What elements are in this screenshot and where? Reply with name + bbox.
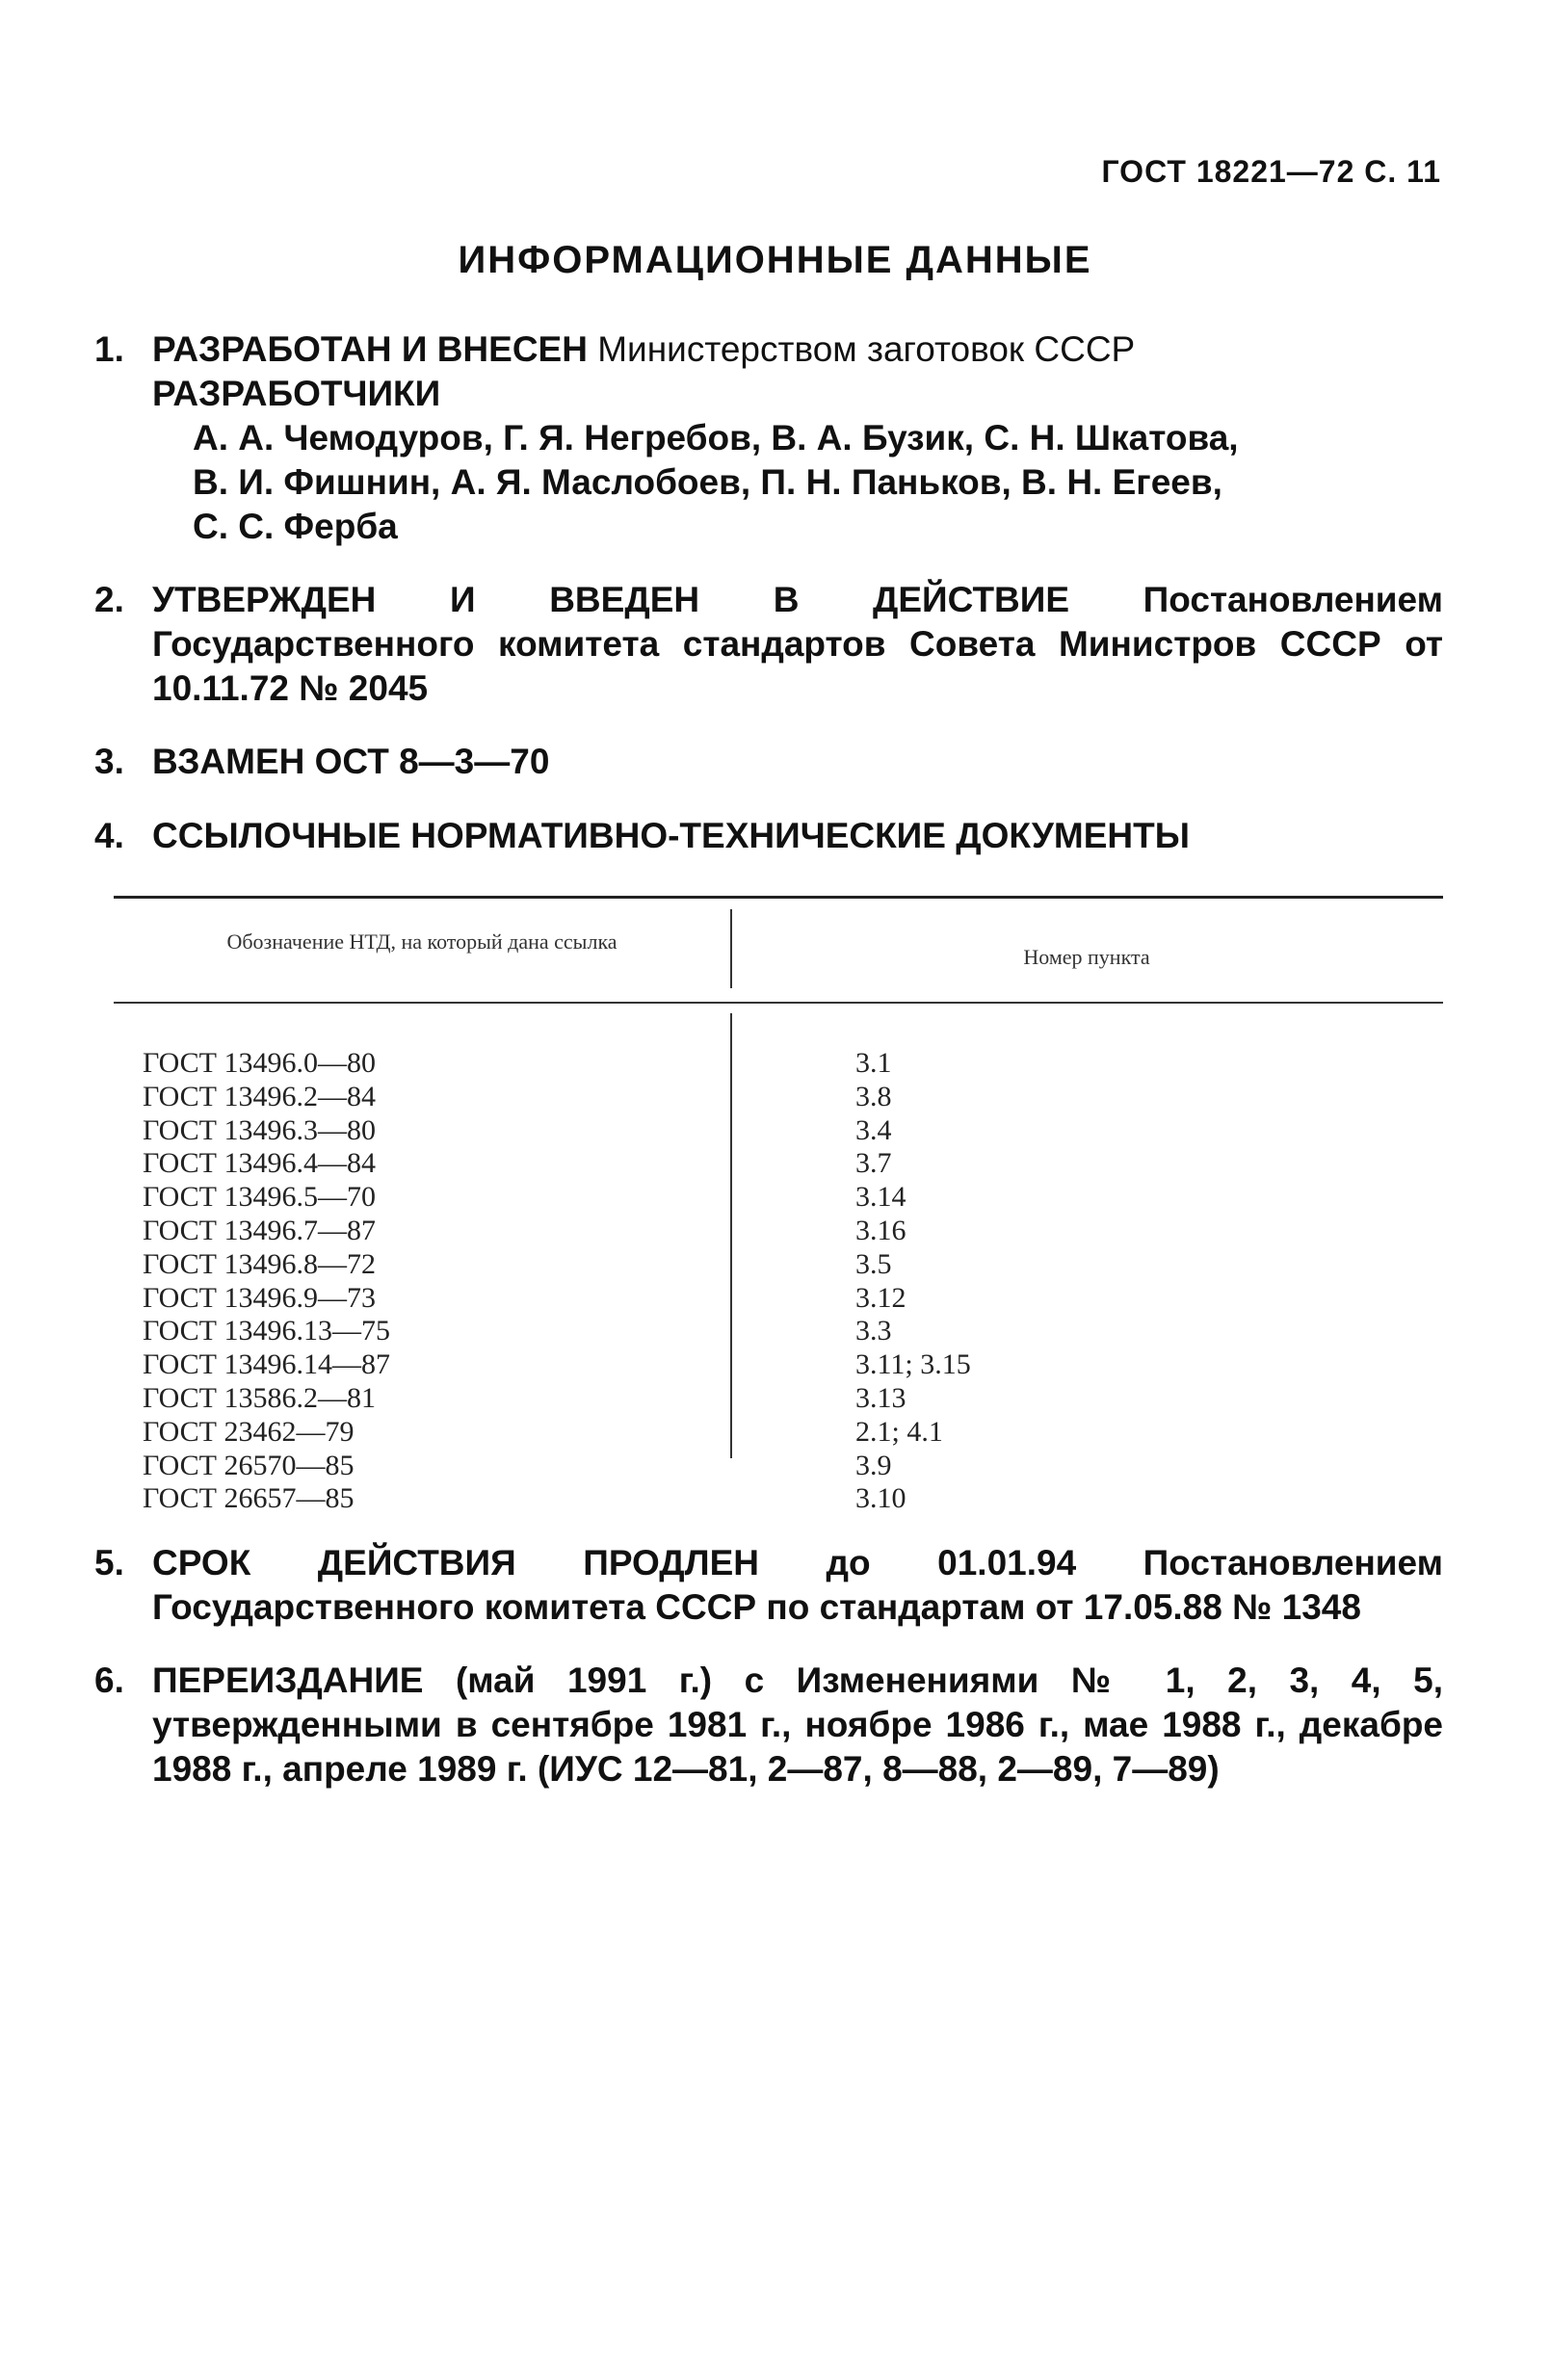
document-column (143, 1047, 644, 1516)
column-divider (730, 1013, 732, 1458)
item-number: 1. (94, 329, 124, 369)
table-cell-point: 3.5 (855, 1247, 892, 1280)
table-header-rule (114, 1002, 1443, 1004)
table-cell-document: ГОСТ 13496.4—84 (143, 1147, 376, 1180)
table-cell-point: 3.12 (855, 1281, 906, 1314)
page-header: ГОСТ 18221—72 С. 11 (1101, 154, 1441, 189)
table-cell-point: 3.8 (855, 1080, 892, 1112)
table-cell-document: ГОСТ 26657—85 (143, 1482, 355, 1515)
table-cell-document: ГОСТ 13496.2—84 (143, 1080, 376, 1112)
table-cell-document: ГОСТ 13496.8—72 (143, 1247, 376, 1280)
point-column (855, 1047, 1337, 1516)
table-cell-point: 3.13 (855, 1381, 906, 1414)
item-text: Министерством заготовок СССР (597, 329, 1136, 369)
item-heading: УТВЕРЖДЕН И ВВЕДЕН В ДЕЙСТВИЕ (152, 580, 1070, 619)
table-cell-point: 3.3 (855, 1315, 892, 1347)
document-title: ИНФОРМАЦИОННЫЕ ДАННЫЕ (458, 239, 1092, 281)
table-cell-point: 2.1; 4.1 (855, 1415, 943, 1448)
developers-line: В. И. Фишнин, А. Я. Маслобоев, П. Н. Паньков, В. Н. Егеев, (193, 462, 1222, 502)
item-text: Постановлением Государственного комитета стандартов Совета Министров СССР от 10.11.72 № 2045 (152, 580, 1443, 708)
item-text: (май 1991 г.) с Изменениями № 1, 2, 3, 4, 5, утвержденными в сентябре 1981 г., ноябре 1986 г., мае 1988 г., декабре 1988 г., апреле 1989 г. (ИУС 12—81, 2—87, 8—88, 2—89, 7—89) (152, 1661, 1443, 1789)
item-number: 6. (94, 1661, 124, 1700)
table-cell-document: ГОСТ 13496.5—70 (143, 1181, 376, 1214)
column-header-document: Обозначение НТД, на который дана ссылка (226, 929, 617, 954)
table-cell-document: ГОСТ 13586.2—81 (143, 1381, 376, 1414)
column-header-point: Номер пункта (1023, 945, 1150, 969)
item-replaces (94, 740, 1443, 784)
table-cell-document: ГОСТ 13496.9—73 (143, 1281, 376, 1314)
item-heading: СРОК ДЕЙСТВИЯ ПРОДЛЕН (152, 1543, 760, 1582)
table-cell-point: 3.10 (855, 1482, 906, 1515)
item-heading: ВЗАМЕН ОСТ 8—3—70 (152, 742, 550, 781)
table-cell-point: 3.1 (855, 1047, 892, 1079)
developers-line: А. А. Чемодуров, Г. Я. Негребов, В. А. Бузик, С. Н. Шкатова, (193, 418, 1239, 458)
table-cell-document: ГОСТ 13496.13—75 (143, 1315, 390, 1347)
table-top-rule (114, 896, 1443, 899)
item-validity-extended (94, 1541, 1444, 1630)
table-cell-document: ГОСТ 13496.0—80 (143, 1047, 376, 1079)
table-cell-point: 3.16 (855, 1214, 906, 1246)
table-cell-point: 3.7 (855, 1147, 892, 1180)
table-cell-point: 3.11; 3.15 (855, 1348, 971, 1381)
item-references (94, 814, 1443, 858)
table-cell-document: ГОСТ 23462—79 (143, 1415, 355, 1448)
table-cell-point: 3.4 (855, 1113, 892, 1146)
table-cell-document: ГОСТ 13496.3—80 (143, 1113, 376, 1146)
item-number: 5. (94, 1543, 124, 1582)
item-reissue (94, 1659, 1443, 1792)
table-cell-document: ГОСТ 13496.7—87 (143, 1214, 376, 1246)
item-developed-by (94, 327, 1443, 549)
item-heading: ССЫЛОЧНЫЕ НОРМАТИВНО-ТЕХНИЧЕСКИЕ ДОКУМЕНТЫ (152, 816, 1190, 855)
developers-line: С. С. Ферба (193, 507, 398, 546)
item-heading: ПЕРЕИЗДАНИЕ (152, 1661, 424, 1700)
table-cell-document: ГОСТ 26570—85 (143, 1449, 355, 1481)
developers-heading: РАЗРАБОТЧИКИ (152, 374, 441, 413)
item-heading: РАЗРАБОТАН И ВНЕСЕН (152, 329, 588, 369)
item-approved (94, 578, 1443, 711)
item-number: 2. (94, 580, 124, 619)
item-number: 3. (94, 742, 124, 781)
table-cell-document: ГОСТ 13496.14—87 (143, 1348, 390, 1381)
table-cell-point: 3.9 (855, 1449, 892, 1481)
item-number: 4. (94, 816, 124, 855)
table-cell-point: 3.14 (855, 1181, 906, 1214)
item-text: до 01.01.94 Постановлением Государственного комитета СССР по стандартам от 17.05.88 № 1348 (152, 1543, 1444, 1627)
